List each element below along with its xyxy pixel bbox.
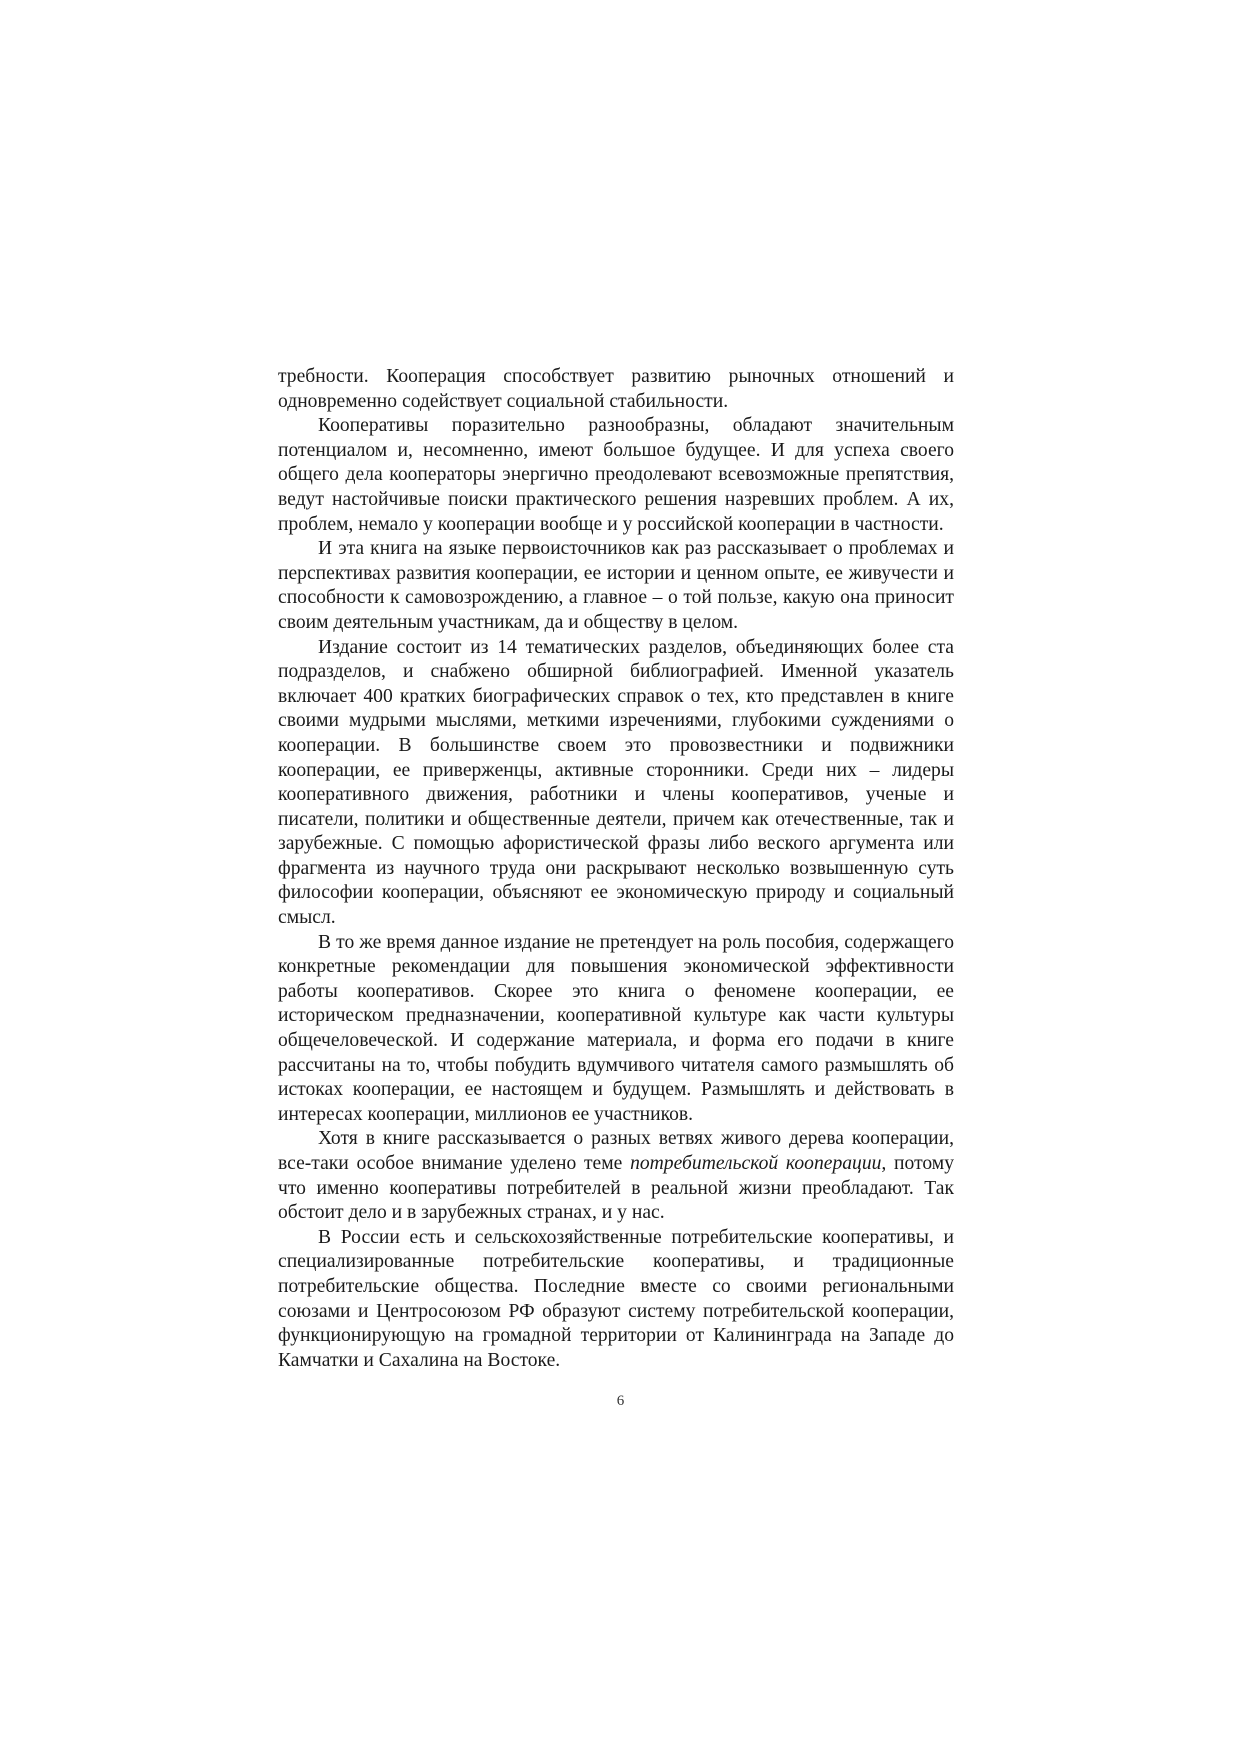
body-text xyxy=(278,365,954,1373)
paragraph-5: В то же время данное издание не претендует на роль пособия, содержащего конкретные рекомендации для повышения экономической эффективности работы кооперативов. Скорее это книга о феномене кооперации, ее историческом предназначении, кооперативной культуре как части культуры общечеловеческой. И содержание материала, и форма его подачи в книге рассчитаны на то, чтобы побудить вдумчивого читателя самого размышлять об истоках кооперации, ее настоящем и будущем. Размышлять и действовать в интересах кооперации, миллионов ее участников. xyxy=(278,931,954,1125)
paragraph-6-end: потому что именно кооперативы потребителей в реальной жизни преобладают. Так обстоит дело и в зарубежных странах, и у нас. xyxy=(278,1153,954,1224)
paragraph-7: В России есть и сельскохозяйственные потребительские кооперативы, и специализированные потребительские кооперативы, и традиционные потребительские общества. Последние вместе со своими региональными союзами и Центросоюзом РФ образуют систему потребительской кооперации, функционирующую на громадной территории от Калининграда на Западе до Камчатки и Сахалина на Востоке. xyxy=(278,1226,954,1371)
paragraph-4: Издание состоит из 14 тематических разделов, объединяющих более ста подразделов, и снабжено обширной библиографией. Именной указатель включает 400 кратких биографических справок о тех, кто представлен в книге своими мудрыми мыслями, меткими изречениями, глубокими суждениями о кооперации. В большинстве своем это провозвестники и подвижники кооперации, ее приверженцы, активные сторонники. Среди них – лидеры кооперативного движения, работники и члены кооперативов, ученые и писатели, политики и общественные деятели, причем как отечественные, так и зарубежные. С помощью афористической фразы либо веского аргумента или фрагмента из научного труда они раскрывают несколько возвышенную суть философии кооперации, объясняют ее экономическую природу и социальный смысл. xyxy=(278,636,954,929)
page-number: 6 xyxy=(616,1393,625,1409)
paragraph-2: Кооперативы поразительно разнообразны, обладают значительным потенциалом и, несомненно, имеют большое будущее. И для успеха своего общего дела кооператоры энергично преодолевают всевозможные препятствия, ведут настойчивые поиски практического решения назревших проблем. А их, проблем, немало у кооперации вообще и у российской кооперации в частности. xyxy=(278,415,954,535)
paragraph-6 xyxy=(278,1127,954,1225)
paragraph-3: И эта книга на языке первоисточников как раз рассказывает о проблемах и перспективах развития кооперации, ее истории и ценном опыте, ее живучести и способности к самовозрождению, а главное – о той пользе, какую она приносит своим деятельным участникам, да и обществу в целом. xyxy=(278,538,954,633)
paragraph-6-italic: потребительской кооперации, xyxy=(630,1153,887,1174)
paragraph-6-start: Хотя в книге рассказывается о разных ветвях живого дерева кооперации, все-таки особое внимание уделено теме xyxy=(278,1128,954,1174)
paragraph-1: требности. Кооперация способствует развитию рыночных отношений и одновременно содействует социальной стабильности. xyxy=(278,366,954,412)
